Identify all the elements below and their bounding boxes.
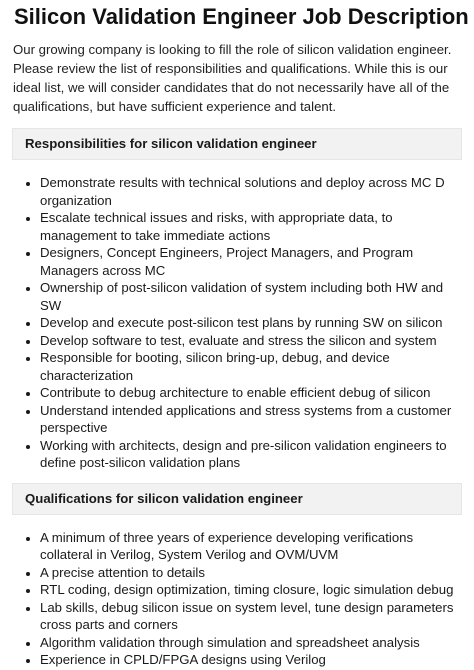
list-item: • A minimum of three years of experience developing verifications collateral in Verilog, System Verilog and OVM/UVM	[40, 529, 462, 564]
list-item: • A precise attention to details	[40, 564, 462, 582]
list-item: • Develop software to test, evaluate and stress the silicon and system	[40, 332, 462, 350]
list-item: • Understand intended applications and stress systems from a customer perspective	[40, 402, 462, 437]
responsibilities-list	[0, 174, 462, 472]
list-item: • Contribute to debug architecture to enable efficient debug of silicon	[40, 384, 462, 402]
list-item: • Lab skills, debug silicon issue on system level, tune design parameters cross parts and corners	[40, 599, 462, 634]
list-item: • Algorithm validation through simulation and spreadsheet analysis	[40, 634, 462, 652]
list-item: • RTL coding, design optimization, timing closure, logic simulation debug	[40, 581, 462, 599]
list-item: • Demonstrate results with technical solutions and deploy across MC D organization	[40, 174, 462, 209]
intro-paragraph: Our growing company is looking to fill the role of silicon validation engineer. Please review the list of responsibilities and qualifications. While this is our ideal list, we will consider candidates that do not necessarily have all of the qualifications, but have sufficient experience and talent.	[13, 42, 452, 114]
qualifications-list	[0, 529, 462, 669]
list-item: • Ownership of post-silicon validation of system including both HW and SW	[40, 279, 462, 314]
list-item: • Designers, Concept Engineers, Project Managers, and Program Managers across MC	[40, 244, 462, 279]
list-item: • Escalate technical issues and risks, with appropriate data, to management to take immediate actions	[40, 209, 462, 244]
list-item: • Working with architects, design and pre-silicon validation engineers to define post-silicon validation plans	[40, 437, 462, 472]
page-title: Silicon Validation Engineer Job Description	[14, 4, 469, 29]
list-item: • Responsible for booting, silicon bring-up, debug, and device characterization	[40, 349, 462, 384]
qualifications-heading: Qualifications for silicon validation engineer	[12, 483, 462, 515]
list-item: • Experience in CPLD/FPGA designs using Verilog	[40, 651, 462, 669]
responsibilities-heading: Responsibilities for silicon validation engineer	[12, 128, 462, 160]
list-item: • Develop and execute post-silicon test plans by running SW on silicon	[40, 314, 462, 332]
